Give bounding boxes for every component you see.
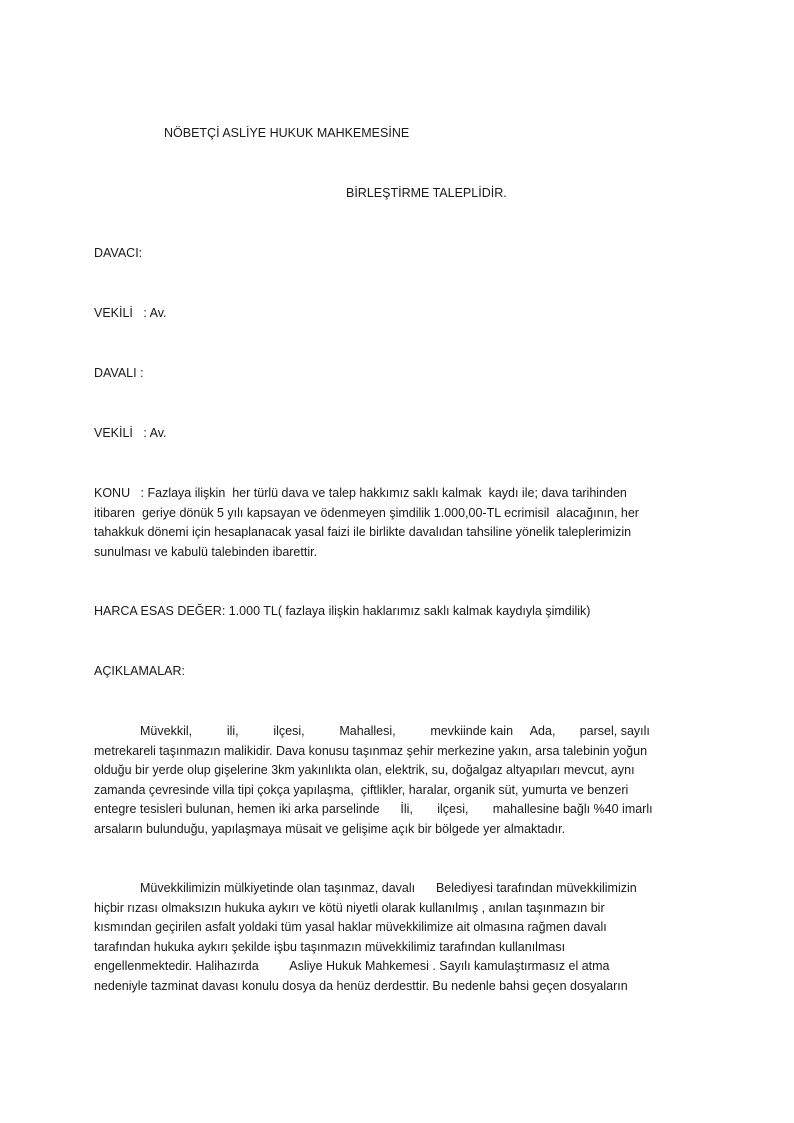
request-title: BİRLEŞTİRME TALEPLİDİR. <box>346 186 507 200</box>
paragraph-line-first <box>94 722 700 742</box>
explanation-paragraph-2 <box>94 879 700 996</box>
plaintiff-label: DAVACI: <box>94 246 143 260</box>
defendant-attorney-label: VEKİLİ : Av. <box>94 426 167 440</box>
subject-line: KONU : Fazlaya ilişkin her türlü dava ve talep hakkımız saklı kalmak kaydı ile; dava tarihinden <box>94 486 627 500</box>
paragraph-line: metrekareli taşınmazın malikidir. Dava konusu taşınmaz şehir merkezine yakın, arsa talebinin yoğun <box>94 743 648 758</box>
paragraph-line: entegre tesisleri bulunan, hemen iki arka parselinde İli, ilçesi, mahallesine bağlı %40 imarlı <box>94 802 653 816</box>
paragraph-line: hiçbir rızası olmaksızın hukuka aykırı ve kötü niyetli olarak kullanılmış , anılan taşınmazın bir <box>94 900 605 915</box>
paragraph-line: Müvekkilimizin mülkiyetinde olan taşınmaz, davalı Belediyesi tarafından müvekkilimizin <box>140 881 637 895</box>
plaintiff-attorney-label: VEKİLİ : Av. <box>94 306 167 320</box>
court-heading: NÖBETÇİ ASLİYE HUKUK MAHKEMESİNE <box>164 126 410 140</box>
subject-line: sunulması ve kabulü talebinden ibarettir. <box>94 544 318 559</box>
paragraph-line-first <box>94 879 700 899</box>
defendant-label: DAVALI : <box>94 366 144 380</box>
subject-line: tahakkuk dönemi için hesaplanacak yasal faizi ile birlikte davalıdan tahsiline yönelik taleplerimizin <box>94 525 632 539</box>
subject-line: itibaren geriye dönük 5 yılı kapsayan ve ödenmeyen şimdilik 1.000,00-TL ecrimisil alacağının, her <box>94 505 639 520</box>
paragraph-line: olduğu bir yerde olup gişelerine 3km yakınlıkta olan, elektrik, su, doğalgaz altyapıları mevcut, aynı <box>94 763 635 777</box>
paragraph-line: tarafından hukuka aykırı şekilde işbu taşınmazın müvekkilimiz tarafından kullanılması <box>94 939 566 954</box>
paragraph-line: Müvekkil, ili, ilçesi, Mahallesi, mevkiinde kain Ada, parsel, sayılı <box>140 724 650 738</box>
paragraph-line: engellenmektedir. Halihazırda Asliye Hukuk Mahkemesi . Sayılı kamulaştırmasız el atma <box>94 959 610 973</box>
fee-basis-value: HARCA ESAS DEĞER: 1.000 TL( fazlaya ilişkin haklarımız saklı kalmak kaydıyla şimdilik) <box>94 604 591 618</box>
explanations-heading: AÇIKLAMALAR: <box>94 664 186 678</box>
paragraph-line: nedeniyle tazminat davası konulu dosya da henüz derdesttir. Bu nedenle bahsi geçen dosyaların <box>94 978 628 993</box>
paragraph-line: arsaların bulunduğu, yapılaşmaya müsait ve gelişime açık bir bölgede yer almaktadır. <box>94 821 566 836</box>
paragraph-line: zamanda çevresinde villa tipi çokça yapılaşma, çiftlikler, haralar, organik süt, yumurta ve benzeri <box>94 782 629 797</box>
subject-paragraph <box>94 484 684 562</box>
explanation-paragraph-1 <box>94 722 700 839</box>
paragraph-line: kısmından geçirilen asfalt yoldaki tüm yasal haklar müvekkilimize ait olmasına rağmen davalı <box>94 920 607 934</box>
